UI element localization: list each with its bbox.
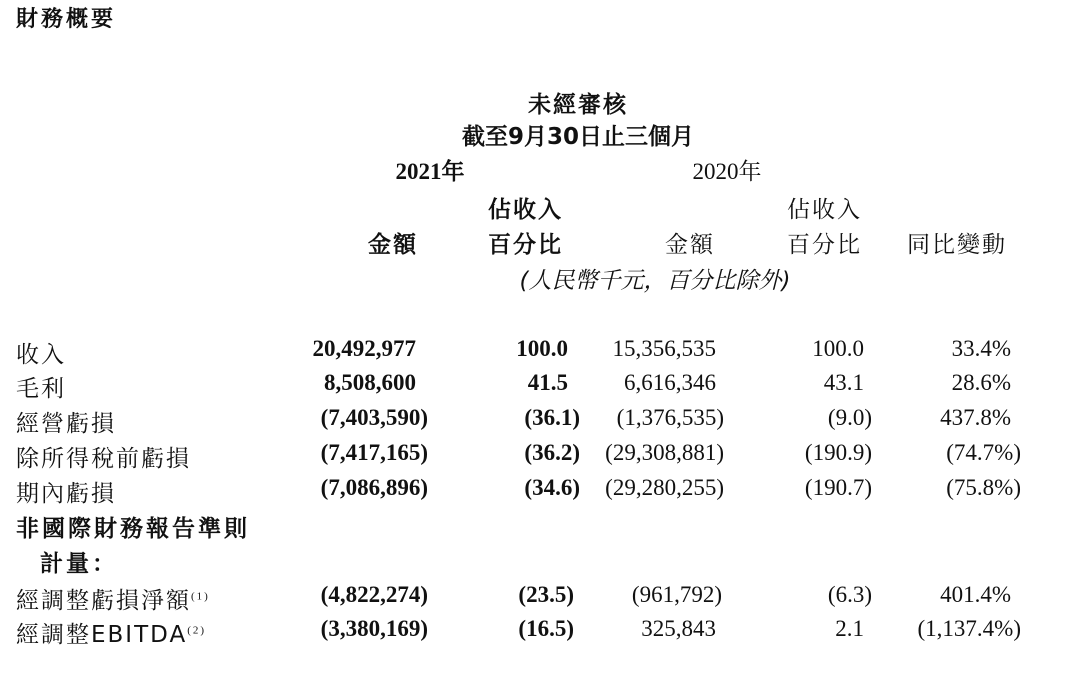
cell-pct-2020: (9.0) [827,405,872,430]
footnote-marker: (1) [191,590,210,603]
col-yoy: 同比變動 [907,232,1007,258]
cell-pct-2021: 100.0 [516,336,568,361]
col-pct-2021-line1: 佔收入 [488,197,563,223]
cell-yoy: (74.7%) [946,440,1021,465]
cell-pct-2020: (190.7) [804,475,872,500]
cell-pct-2021: (34.6) [524,475,580,500]
period-header: 截至9月30日止三個月 [461,124,695,150]
audit-header: 未經審核 [528,92,628,118]
cell-amount-2020: 6,616,346 [624,370,716,395]
cell-yoy: 401.4% [940,582,1011,607]
cell-pct-2020: (6.3) [827,582,872,607]
cell-amount-2020: (29,308,881) [605,440,724,465]
row-label-revenue: 收入 [16,342,66,368]
row-label-text: 經調整EBITDA [16,622,188,648]
cell-amount-2021: 20,492,977 [312,336,416,361]
col-pct-2021-line2: 百分比 [488,232,563,258]
cell-pct-2020: 43.1 [823,370,864,395]
year-2020-header: 2020年 [692,159,762,184]
cell-yoy: (75.8%) [946,475,1021,500]
cell-pct-2020: 100.0 [812,336,864,361]
cell-pct-2021: (36.1) [524,405,580,430]
col-amount-2021: 金額 [368,232,418,258]
cell-amount-2021: (7,403,590) [320,405,428,430]
cell-pct-2020: 2.1 [835,616,864,641]
cell-amount-2020: 15,356,535 [612,336,716,361]
cell-amount-2021: 8,508,600 [324,370,416,395]
row-label-adjusted-ebitda [16,616,206,649]
cell-yoy: 28.6% [951,370,1011,395]
cell-amount-2020: (961,792) [631,582,722,607]
row-label-loss-for-period: 期內虧損 [16,481,116,507]
row-label-loss-before-tax: 除所得稅前虧損 [16,446,191,472]
unit-note: (人民幣千元，百分比除外) [519,268,791,294]
row-label-adjusted-net-loss [16,582,210,615]
row-label-text: 經調整虧損淨額 [16,588,191,614]
cell-pct-2021: (36.2) [524,440,580,465]
non-ifrs-label-line1: 非國際財務報告準則 [16,516,250,542]
cell-amount-2020: (1,376,535) [616,405,724,430]
col-pct-2020-line1: 佔收入 [787,197,862,223]
cell-amount-2020: 325,843 [641,616,716,641]
cell-amount-2021: (7,417,165) [320,440,428,465]
cell-amount-2020: (29,280,255) [605,475,724,500]
cell-yoy: 437.8% [940,405,1011,430]
col-amount-2020: 金額 [665,232,715,258]
cell-pct-2021: (23.5) [518,582,574,607]
cell-amount-2021: (3,380,169) [320,616,428,641]
cell-yoy: (1,137.4%) [917,616,1021,641]
cell-pct-2021: (16.5) [518,616,574,641]
cell-amount-2021: (7,086,896) [320,475,428,500]
section-title: 財務概要 [16,7,117,32]
footnote-marker: (2) [187,624,207,637]
year-2021-header: 2021年 [395,159,465,184]
col-pct-2020-line2: 百分比 [787,232,862,258]
row-label-gross-profit: 毛利 [16,376,66,402]
row-label-operating-loss: 經營虧損 [16,411,116,437]
cell-amount-2021: (4,822,274) [320,582,428,607]
non-ifrs-label-line2: 計量： [40,551,118,577]
cell-yoy: 33.4% [951,336,1011,361]
cell-pct-2021: 41.5 [527,370,568,395]
cell-pct-2020: (190.9) [804,440,872,465]
